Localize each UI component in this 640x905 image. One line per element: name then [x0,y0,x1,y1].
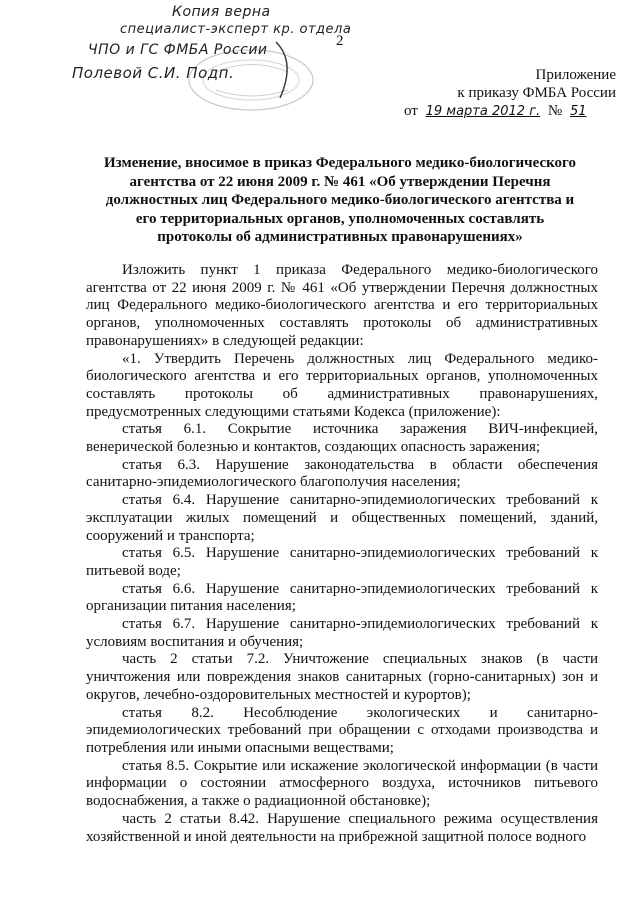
handwritten-certification-line: ЧПО и ГС ФМБА России [88,42,268,58]
document-title: Изменение, вносимое в приказ Федерального медико-биологического агентства от 22 июня 2009 г. № 461 «Об утверждении Перечня должностных лиц Федерального медико-биологического агентства и его территориальных органов, уполномоченных составлять протоколы об административных правонарушениях» [104,155,576,246]
body-paragraph: статья 6.7. Нарушение санитарно-эпидемиологических требований к условиям воспитания и обучения; [86,616,598,650]
appendix-label: Приложение [535,67,616,83]
body-paragraph: статья 8.2. Несоблюдение экологических и санитарно-эпидемиологических требований при обращении с отходами производства и потребления или иными опасными веществами; [86,704,598,756]
handwritten-certification-line: Копия верна [172,4,271,20]
order-number: 51 [569,104,587,119]
body-paragraph: статья 6.6. Нарушение санитарно-эпидемиологических требований к организации питания населения; [86,580,598,615]
appendix-date-line [396,102,616,121]
order-date: 19 марта 2012 г. [425,104,541,119]
date-prefix: от [404,103,418,119]
body-paragraph: статья 6.3. Нарушение законодательства в области обеспечения санитарно-эпидемиологического благополучия населения; [86,456,598,491]
body-paragraph: Изложить пункт 1 приказа Федерального медико-биологического агентства от 22 июня 2009 г. № 461 «Об утверждении Перечня должностных лиц Федерального медико-биологического агентства и его территориальных органов, уполномоченных составлять протоколы об административных правонарушениях» в следующей редакции: [86,262,598,349]
body-paragraph: часть 2 статьи 7.2. Уничтожение специальных знаков (в части уничтожения или повреждения знаков санитарных (горно-санитарных) зон и округов, лечебно-оздоровительных местностей и курортов); [86,651,598,703]
body-paragraph: часть 2 статьи 8.42. Нарушение специального режима осуществления хозяйственной и иной деятельности на прибрежной защитной полосе водного [86,810,598,845]
body-paragraph: статья 6.1. Сокрытие источника заражения ВИЧ-инфекцией, венерической болезнью и контактов, создающих опасность заражения; [86,421,598,456]
appendix-header [396,66,616,121]
number-prefix: № [547,103,563,119]
document-body [86,262,598,846]
body-paragraph: статья 8.5. Сокрытие или искажение экологической информации (в части информации о состоянии атмосферного воздуха, источников питьевого водоснабжения, а также о радиационной обстановке); [86,757,598,810]
page-number: 2 [336,33,344,49]
body-paragraph: статья 6.4. Нарушение санитарно-эпидемиологических требований к эксплуатации жилых помещений и общественных помещений, зданий, сооружений и транспорта; [86,492,598,544]
body-paragraph: статья 6.5. Нарушение санитарно-эпидемиологических требований к питьевой воде; [86,545,598,579]
handwritten-certification-line: специалист-эксперт кр. отдела [120,22,352,37]
handwritten-certification-line: Полевой С.И. Подп. [72,64,235,82]
appendix-order-ref: к приказу ФМБА России [457,85,616,101]
body-paragraph: «1. Утвердить Перечень должностных лиц Федерального медико-биологического агентства и его территориальных органов, уполномоченных составлять протоколы об административных правонарушениях, предусмотренных следующими статьями Кодекса (приложение): [86,350,598,420]
